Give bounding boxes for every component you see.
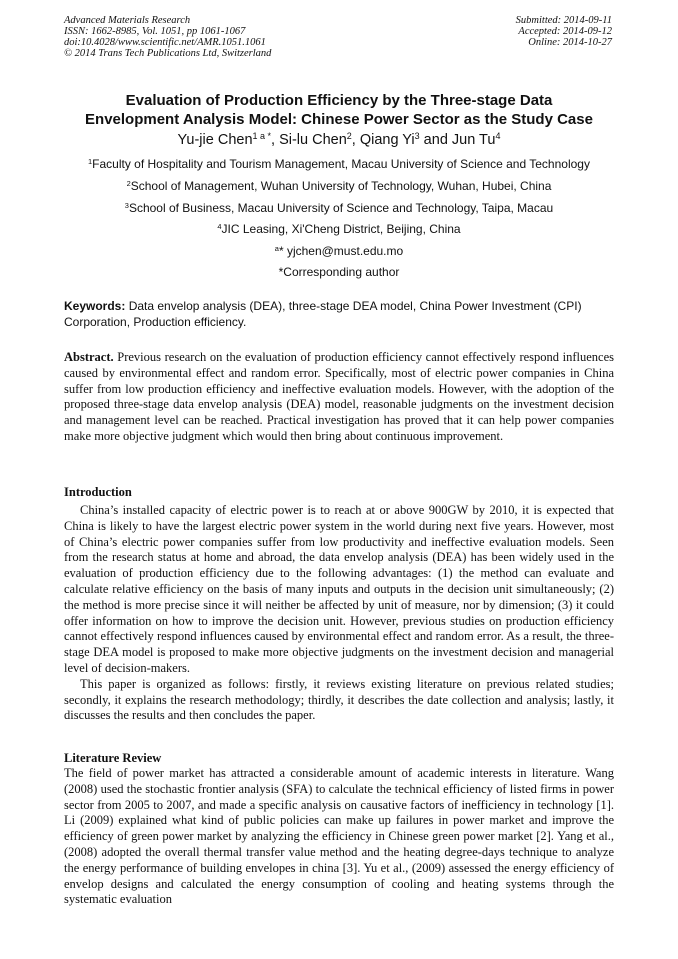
keywords-text: Data envelop analysis (DEA), three-stage DEA model, China Power Investment (CPI) Corporation, Production efficiency.: [64, 299, 582, 329]
affiliation-1: [40, 157, 638, 172]
affiliation-text: Faculty of Hospitality and Tourism Management, Macau University of Science and Technology: [92, 157, 590, 171]
journal-issn: ISSN: 1662-8985, Vol. 1051, pp 1061-1067: [64, 26, 246, 37]
abstract-text: Previous research on the evaluation of production efficiency cannot effectively respond influences caused by environmental effect and random error. Specifically, most of electric power companies in China suffer from low production efficiency and ineffective evaluation models. However, with the adoption of the proposed three-stage data envelop analysis (DEA) model, reasonable judgments on the investment decision and management level can be reached. Practical investigation has proved that it can help power companies make more objective judgment which would then bring about continuous improvement.: [64, 350, 614, 443]
affiliation-superscript: 4: [217, 221, 222, 231]
affiliation-text: School of Management, Wuhan University of Technology, Wuhan, Hubei, China: [130, 179, 552, 193]
title-line-1: Evaluation of Production Efficiency by the Three-stage Data: [125, 92, 553, 109]
author-superscript: 4: [495, 131, 501, 142]
author-superscript: 3: [414, 131, 420, 142]
submitted-date: Submitted: 2014-09-11: [515, 15, 612, 26]
affiliation-text: School of Business, Macau University of Science and Technology, Taipa, Macau: [128, 201, 554, 215]
journal-copyright: © 2014 Trans Tech Publications Ltd, Switzerland: [64, 48, 272, 59]
abstract: [64, 350, 614, 445]
corresponding-author-note: [40, 265, 638, 280]
introduction-body: [64, 503, 614, 724]
affiliation-4: [40, 222, 638, 237]
affiliation-2: [40, 179, 638, 194]
author-name: Qiang Yi: [359, 132, 415, 148]
introduction-heading: Introduction: [64, 485, 132, 499]
title-line-2: Envelopment Analysis Model: Chinese Power Sector as the Study Case: [85, 111, 593, 128]
affiliation-3: [40, 201, 638, 216]
keywords-label: Keywords:: [64, 299, 126, 313]
literature-review-heading: Literature Review: [64, 751, 162, 765]
paper-title: [40, 91, 638, 129]
affiliation-superscript: 3: [124, 200, 129, 210]
introduction-paragraph-2: This paper is organized as follows: firstly, it reviews existing literature on previous related studies; secondly, it explains the research methodology; thirdly, it describes the date collection and analysis; lastly, it discusses the results and then concludes the paper.: [64, 676, 614, 723]
email-text: * yjchen@must.edu.mo: [278, 244, 404, 258]
literature-review-body: [64, 766, 614, 908]
online-date: Online: 2014-10-27: [528, 37, 612, 48]
journal-name: Advanced Materials Research: [64, 15, 191, 26]
journal-doi: doi:10.4028/www.scientific.net/AMR.1051.1061: [64, 37, 266, 48]
literature-review-paragraph-1: The field of power market has attracted a considerable amount of academic interests in literature. Wang (2008) used the stochastic frontier analysis (SFA) to calculate the technical efficiency of listed firms in power sector from 2005 to 2007, and made a specific analysis on causative factors of inefficiency in technology [1]. Li (2009) explained what kind of public policies can make up failures in power market and improve the efficiency of green power market by analyzing the efficiency in Chinese green power market [2]. Yang et al., (2008) adopted the overall thermal transfer value method and the heating degree-days technique to analyze the energy performance of building envelopes in china [3]. Yu et al., (2009) assessed the energy efficiency of envelop designs and calculated the energy consumption of cooling and heating systems through the systematic evaluation: [64, 766, 614, 907]
author-name: Si-lu Chen: [279, 132, 347, 148]
author-email: [40, 244, 638, 259]
author-name: Jun Tu: [451, 132, 496, 148]
submission-dates: [516, 15, 612, 48]
keywords: [64, 298, 614, 330]
accepted-date: Accepted: 2014-09-12: [518, 26, 612, 37]
affiliation-text: JIC Leasing, Xi'Cheng District, Beijing, China: [221, 222, 461, 236]
abstract-label: Abstract.: [64, 350, 114, 364]
author-separator: and: [419, 132, 452, 148]
author-superscript: 1 a *: [252, 131, 271, 142]
author-list: [40, 131, 638, 149]
author-separator: ,: [271, 132, 280, 148]
author-name: Yu-jie Chen: [177, 132, 253, 148]
author-superscript: 2: [346, 131, 352, 142]
introduction-paragraph-1: China’s installed capacity of electric power is to reach at or above 900GW by 2010, it is expected that China is likely to have the largest electric power system in the world during next five years. However, most of China’s electric power companies suffer from low productivity and ineffective evaluation models. Seen from the research status at home and abroad, the data envelop analysis (DEA) has been widely used in the evaluation of production efficiency due to the following advantages: (1) the method can evaluate and calculate relative efficiency on the basis of many inputs and outputs in the decision unit simultaneously; (2) the method is more precise since it will neither be affected by unit of measure, nor by dimension; (3) it could offer information on how to improve the decision unit. However, previous studies on production efficiency cannot effectively respond influences caused by environmental effect and random error. As a result, the three-stage DEA model is proposed to make more objective judgments on the investment decision and managerial level of decision-makers.: [64, 503, 614, 675]
affiliation-superscript: 2: [126, 178, 131, 188]
journal-info: [64, 15, 271, 59]
author-separator: ,: [351, 132, 360, 148]
email-superscript: a: [274, 243, 279, 253]
corresponding-author-text: *Corresponding author: [278, 265, 400, 279]
affiliation-superscript: 1: [88, 156, 93, 166]
